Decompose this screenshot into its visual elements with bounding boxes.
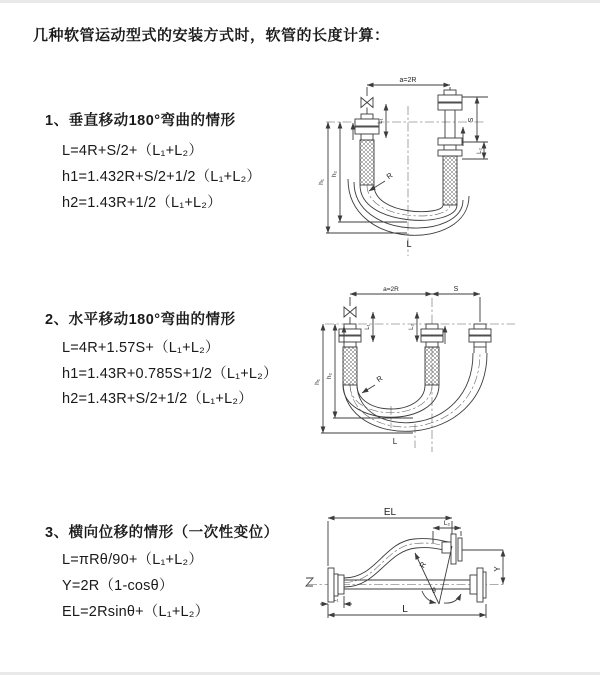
section-2-formula-h2: h2=1.43R+S/2+1/2（L₁+L₂） — [62, 391, 253, 407]
braided-hose-end — [443, 156, 457, 205]
dim-label-l1: L₁ — [378, 118, 384, 124]
section-3-heading: 3、横向位移的情形（一次性变位） — [45, 525, 279, 541]
centerlines — [326, 106, 486, 256]
right-flange-fitting-upper — [438, 90, 462, 138]
dim-label-h2: h₂ — [331, 170, 338, 178]
section-1-formula-l: L=4R+S/2+（L₁+L₂） — [62, 143, 204, 159]
section-1-heading: 1、垂直移动180°弯曲的情形 — [45, 113, 236, 129]
dimension-l2 — [477, 142, 484, 159]
valve-icon — [361, 98, 373, 115]
centerline-break-mark — [306, 578, 313, 586]
dimension-l2 — [409, 312, 417, 342]
section-2-formula-l: L=4R+1.57S+（L₁+L₂） — [62, 340, 220, 356]
dim-label-r: R — [384, 170, 395, 182]
section-2-formula-h1: h1=1.43R+0.785S+1/2（L₁+L₂） — [62, 366, 278, 382]
section-1-formula-h2: h2=1.43R+1/2（L₁+L₂） — [62, 195, 222, 211]
dim-label-r: R — [374, 373, 385, 385]
braided-hose-end — [360, 140, 374, 185]
dim-label-l2: L₂ — [443, 520, 451, 527]
diagram-horizontal-180 — [313, 280, 600, 465]
section-3-formula-el: EL=2Rsinθ+（L₁+L₂） — [62, 604, 210, 620]
middle-flange-fitting — [421, 324, 443, 385]
dim-label-y: Y — [493, 566, 502, 572]
dim-label-l1: L₁ — [333, 597, 339, 603]
dimension-top-width — [350, 286, 480, 322]
diagram-vertical-180 — [310, 70, 600, 265]
dimension-l1 — [320, 596, 352, 608]
right-flange-fitting — [469, 324, 491, 353]
dim-label-s: S — [468, 117, 475, 123]
section-2-heading: 2、水平移动180°弯曲的情形 — [45, 312, 236, 328]
hose-curves-position2 — [343, 353, 487, 431]
page-title: 几种软管运动型式的安装方式时，软管的长度计算： — [33, 27, 390, 44]
dimension-l — [328, 604, 486, 618]
valve-icon — [344, 307, 356, 324]
dim-label-l: L — [392, 437, 398, 446]
diagram-lateral-offset — [298, 496, 600, 664]
dim-label-l: L — [402, 604, 408, 615]
right-flange-fitting-lower — [438, 138, 462, 205]
left-flange-fitting — [339, 324, 361, 385]
dim-label-r: R — [417, 560, 429, 570]
braided-hose-end — [343, 347, 357, 385]
right-flange-fitting — [470, 568, 486, 602]
left-flange-fitting — [355, 114, 379, 185]
radius-callout — [362, 373, 385, 393]
section-3-formula-l: L=πRθ/90+（L₁+L₂） — [62, 552, 204, 568]
dim-label-el: EL — [383, 507, 397, 518]
dimension-l1 — [365, 312, 373, 342]
dim-label-h1: h₁ — [318, 179, 325, 185]
dim-label-l: L — [406, 239, 412, 249]
dimension-top-width — [367, 77, 450, 96]
dim-label-a2r: a=2R — [383, 286, 399, 293]
dim-label-h2: h₂ — [326, 372, 333, 380]
dim-label-l2: L₂ — [409, 324, 415, 330]
dim-label-l2: L₂ — [477, 148, 483, 154]
dim-label-s: S — [453, 286, 459, 293]
dim-label-l1: L₁ — [365, 324, 371, 330]
scan-edge-top — [0, 0, 600, 3]
braided-hose-end — [425, 347, 439, 385]
section-3-formula-y: Y=2R（1-cosθ） — [62, 578, 174, 594]
upper-flange-fitting — [442, 534, 462, 564]
angle-label-theta: θ — [432, 588, 436, 595]
section-1-formula-h1: h1=1.432R+S/2+1/2（L₁+L₂） — [62, 169, 262, 185]
dim-label-a2r: a=2R — [399, 77, 417, 84]
dim-label-h1: h₁ — [314, 379, 321, 385]
